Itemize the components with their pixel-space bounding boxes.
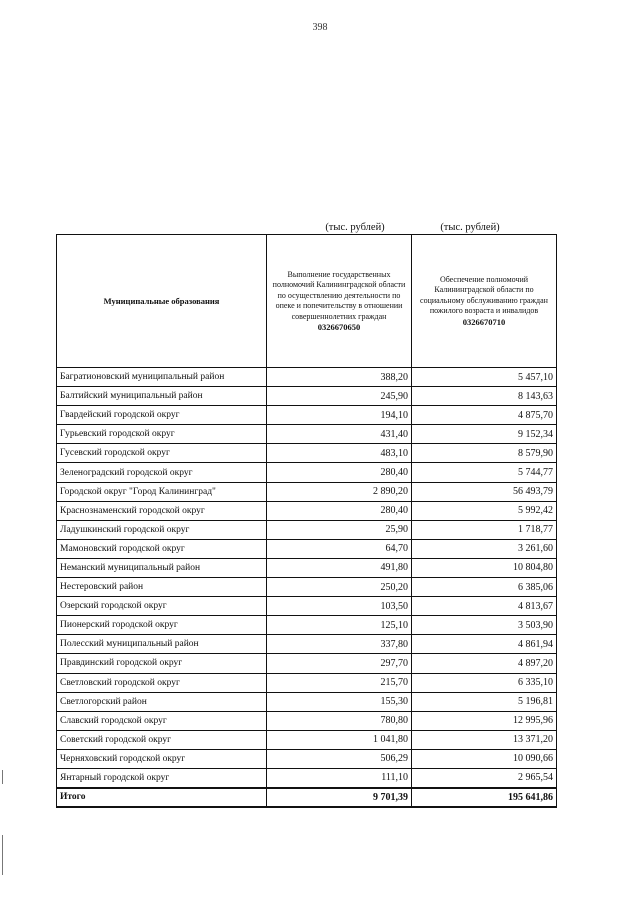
social-service-value: 12 995,96 xyxy=(412,711,557,730)
total-guardianship: 9 701,39 xyxy=(267,788,412,807)
guardianship-value: 103,50 xyxy=(267,597,412,616)
municipality-name: Озерский городской округ xyxy=(57,597,267,616)
municipality-name: Гусевский городской округ xyxy=(57,444,267,463)
municipality-name: Пионерский городской округ xyxy=(57,616,267,635)
table-row xyxy=(57,558,557,577)
table-row xyxy=(57,463,557,482)
guardianship-value: 245,90 xyxy=(267,387,412,406)
header-social-service-code: 0326670710 xyxy=(462,316,506,327)
table-row xyxy=(57,711,557,730)
total-label: Итого xyxy=(57,788,267,807)
social-service-value: 4 897,20 xyxy=(412,654,557,673)
table-row xyxy=(57,425,557,444)
social-service-value: 8 579,90 xyxy=(412,444,557,463)
municipality-name: Нестеровский район xyxy=(57,578,267,597)
header-guardianship-code: 0326670650 xyxy=(317,322,361,332)
table-row xyxy=(57,673,557,692)
guardianship-value: 2 890,20 xyxy=(267,482,412,501)
header-social-service-text: Обеспечение полномочий Калининградской области по социальному обслуживанию граждан пожилого возраста и инвалидов xyxy=(420,274,548,316)
municipality-name: Правдинский городской округ xyxy=(57,654,267,673)
guardianship-value: 64,70 xyxy=(267,539,412,558)
guardianship-value: 483,10 xyxy=(267,444,412,463)
social-service-value: 8 143,63 xyxy=(412,387,557,406)
municipality-name: Гвардейский городской округ xyxy=(57,406,267,425)
table-row xyxy=(57,406,557,425)
table-row xyxy=(57,768,557,787)
table-row xyxy=(57,520,557,539)
guardianship-value: 194,10 xyxy=(267,406,412,425)
header-guardianship-text: Выполнение государственных полномочий Калининградской области по осуществлению деятельности по опеке и попечительству в отношении совершеннолетних граждан xyxy=(272,269,406,321)
social-service-value: 13 371,20 xyxy=(412,730,557,749)
scan-edge-mark xyxy=(2,770,3,784)
guardianship-value: 280,40 xyxy=(267,501,412,520)
municipality-name: Полесский муниципальный район xyxy=(57,635,267,654)
municipality-name: Гурьевский городской округ xyxy=(57,425,267,444)
municipality-name: Светлогорский район xyxy=(57,692,267,711)
guardianship-value: 125,10 xyxy=(267,616,412,635)
guardianship-value: 506,29 xyxy=(267,749,412,768)
guardianship-value: 337,80 xyxy=(267,635,412,654)
page-number: 398 xyxy=(312,22,328,33)
social-service-value: 6 335,10 xyxy=(412,673,557,692)
social-service-value: 6 385,06 xyxy=(412,578,557,597)
municipality-name: Краснознаменский городской округ xyxy=(57,501,267,520)
table-row xyxy=(57,749,557,768)
social-service-value: 56 493,79 xyxy=(412,482,557,501)
municipality-name: Багратионовский муниципальный район xyxy=(57,368,267,387)
social-service-value: 9 152,34 xyxy=(412,425,557,444)
guardianship-value: 25,90 xyxy=(267,520,412,539)
social-service-value: 5 744,77 xyxy=(412,463,557,482)
table-body xyxy=(57,368,557,788)
guardianship-value: 250,20 xyxy=(267,578,412,597)
guardianship-value: 431,40 xyxy=(267,425,412,444)
social-service-value: 4 861,94 xyxy=(412,635,557,654)
municipality-name: Янтарный городской округ xyxy=(57,768,267,787)
guardianship-value: 280,40 xyxy=(267,463,412,482)
table-row xyxy=(57,539,557,558)
table-row xyxy=(57,692,557,711)
header-guardianship xyxy=(267,235,412,368)
scan-edge-mark xyxy=(2,835,3,875)
table-row xyxy=(57,387,557,406)
header-municipalities: Муниципальные образования xyxy=(57,235,267,368)
social-service-value: 5 196,81 xyxy=(412,692,557,711)
table-row xyxy=(57,654,557,673)
total-row xyxy=(57,788,557,807)
units-label-col-1: (тыс. рублей) xyxy=(325,222,385,233)
municipality-name: Советский городской округ xyxy=(57,730,267,749)
table-row xyxy=(57,616,557,635)
guardianship-value: 155,30 xyxy=(267,692,412,711)
municipality-name: Славский городской округ xyxy=(57,711,267,730)
guardianship-value: 780,80 xyxy=(267,711,412,730)
social-service-value: 2 965,54 xyxy=(412,768,557,787)
municipality-name: Ладушкинский городской округ xyxy=(57,520,267,539)
social-service-value: 1 718,77 xyxy=(412,520,557,539)
municipality-name: Мамоновский городской округ xyxy=(57,539,267,558)
social-service-value: 3 261,60 xyxy=(412,539,557,558)
header-social-service xyxy=(412,235,557,368)
municipality-name: Городской округ "Город Калининград" xyxy=(57,482,267,501)
municipality-name: Балтийский муниципальный район xyxy=(57,387,267,406)
table-row xyxy=(57,730,557,749)
social-service-value: 4 875,70 xyxy=(412,406,557,425)
social-service-value: 3 503,90 xyxy=(412,616,557,635)
social-service-value: 5 992,42 xyxy=(412,501,557,520)
social-service-value: 5 457,10 xyxy=(412,368,557,387)
social-service-value: 10 804,80 xyxy=(412,558,557,577)
municipality-name: Светловский городской округ xyxy=(57,673,267,692)
table-row xyxy=(57,482,557,501)
guardianship-value: 111,10 xyxy=(267,768,412,787)
guardianship-value: 1 041,80 xyxy=(267,730,412,749)
budget-table xyxy=(56,234,557,808)
guardianship-value: 388,20 xyxy=(267,368,412,387)
table-row xyxy=(57,635,557,654)
guardianship-value: 215,70 xyxy=(267,673,412,692)
social-service-value: 4 813,67 xyxy=(412,597,557,616)
guardianship-value: 491,80 xyxy=(267,558,412,577)
units-label-col-2: (тыс. рублей) xyxy=(440,222,500,233)
social-service-value: 10 090,66 xyxy=(412,749,557,768)
table-row xyxy=(57,444,557,463)
guardianship-value: 297,70 xyxy=(267,654,412,673)
municipality-name: Зеленоградский городской округ xyxy=(57,463,267,482)
table-row xyxy=(57,501,557,520)
total-social-service: 195 641,86 xyxy=(412,788,557,807)
municipality-name: Неманский муниципальный район xyxy=(57,558,267,577)
municipality-name: Черняховский городской округ xyxy=(57,749,267,768)
table-header-row xyxy=(57,235,557,368)
table-row xyxy=(57,368,557,387)
table-row xyxy=(57,578,557,597)
table-row xyxy=(57,597,557,616)
